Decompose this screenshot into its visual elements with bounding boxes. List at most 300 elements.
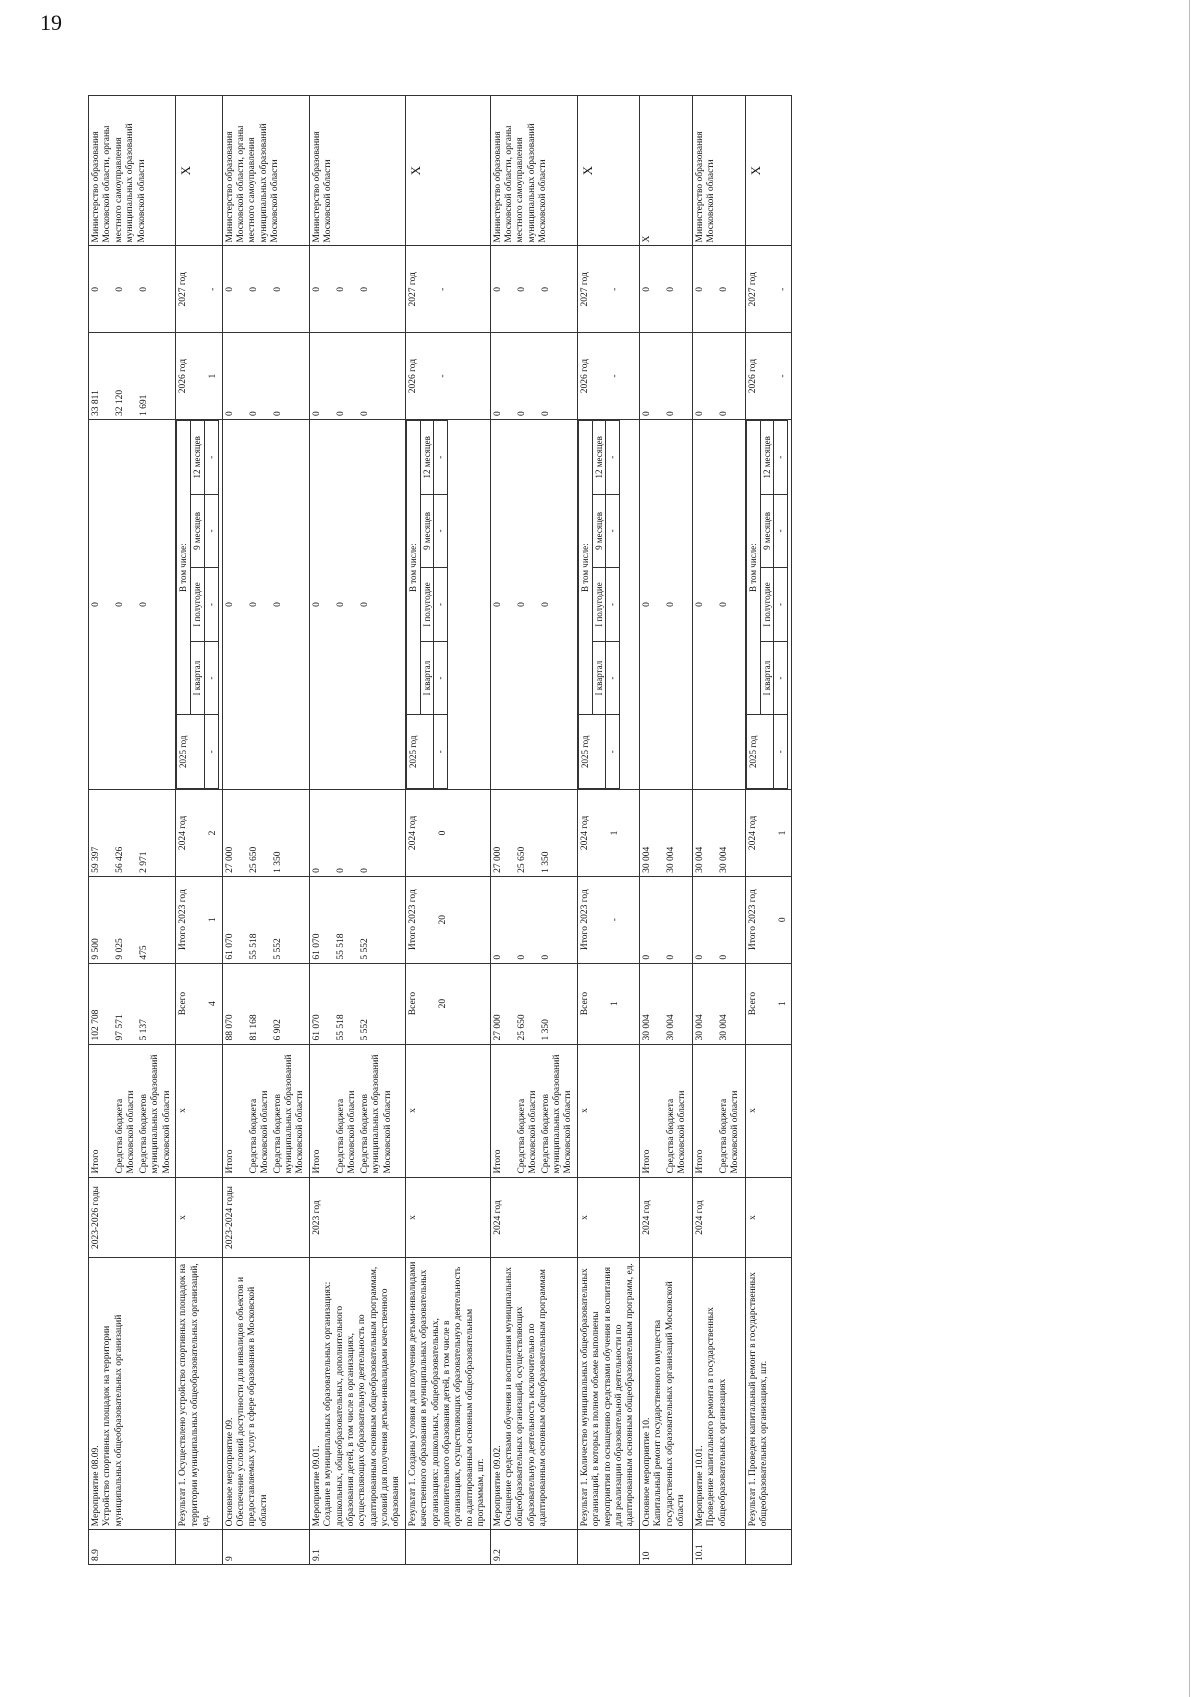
y2024-indicator-value: 0: [437, 830, 448, 836]
measure-name: Мероприятие 08.09. Устройство спортивных площадок на территории муниципальных общеобразовательных организаций: [89, 1258, 176, 1530]
y2024-indicator-header: 2024 год: [579, 815, 590, 851]
y2024-indicator-value: 2: [208, 830, 219, 836]
y2023-cell: [639, 876, 692, 963]
total-cell: [639, 963, 692, 1044]
y2023-cell-line: 9 025: [115, 938, 125, 960]
quarter-label: 12 месяцев: [592, 420, 606, 494]
y2024-cell-line: 0: [359, 868, 370, 873]
y2024-cell-line: 30 004: [665, 846, 676, 873]
y2026-cell: [692, 333, 745, 420]
y2026-cell-line: 1 691: [139, 394, 149, 416]
measure-name: Основное мероприятие 10. Капитальный ремонт государственного имущества государственных образовательных организаций Московской области: [639, 1258, 692, 1530]
y2027-indicator: [745, 246, 791, 333]
result-name: Результат 1. Проведен капитальный ремонт в государственных общеобразовательных организациях, шт.: [745, 1258, 791, 1530]
y2024-indicator-header: 2024 год: [407, 815, 418, 851]
quarter-label: 12 месяцев: [760, 420, 774, 494]
quarter-label: 12 месяцев: [420, 420, 434, 494]
y2025-cell-line: 0: [335, 602, 346, 607]
funding-source-line: Средства бюджетов муниципальных образований Московской области: [540, 1054, 574, 1174]
y2024-indicator: [176, 790, 222, 877]
funding-source-line: Итого: [224, 1149, 235, 1174]
y2027-cell: [490, 246, 577, 333]
incl-header: В том числе:: [578, 420, 592, 715]
total-indicator-value: 4: [208, 1001, 219, 1006]
y2024-cell: [692, 790, 745, 877]
y2026-cell-line: 0: [718, 411, 729, 416]
row-number: 9.1: [309, 1530, 405, 1565]
measure-name: Мероприятие 09.01. Создание в муниципальных образовательных организациях: дошкольных, общеобразовательных, дополнительного образования детей, в том числе в организациях, осуществляющих образовательную деятельность по адаптированным основным общеобразовательным программам, условий для получения детьми-инвалидами качественного образования: [309, 1258, 405, 1530]
quarter-value: -: [606, 715, 620, 789]
executor: Министерство образования Московской области: [692, 96, 745, 246]
quarter-value: -: [774, 641, 788, 715]
period: 2024 год: [639, 1177, 692, 1258]
funding-source: [639, 1044, 692, 1177]
y2023-cell-line: 475: [139, 945, 149, 960]
y2024-cell-line: 30 004: [694, 846, 705, 873]
quarter-value: -: [774, 715, 788, 789]
row-number-empty: [745, 1530, 791, 1565]
y2026-cell-line: 32 120: [115, 389, 125, 416]
total-cell-line: 25 650: [516, 1014, 527, 1041]
y2024-indicator-header: 2024 год: [178, 815, 189, 851]
y2026-indicator: [745, 333, 791, 420]
row-number: 9: [222, 1530, 309, 1565]
funding-source-line: Итого: [694, 1149, 705, 1174]
y2023-indicator-value: 1: [208, 917, 219, 923]
funding-source-line: Средства бюджетов муниципальных образований Московской области: [139, 1054, 172, 1174]
total-cell: [309, 963, 405, 1044]
y2024-indicator-header: 2024 год: [747, 815, 758, 851]
y2023-cell-line: 0: [492, 954, 503, 960]
funding-source: х: [745, 1044, 791, 1177]
y2023-cell-line: 0: [540, 954, 551, 960]
y2023-cell-line: 61 070: [311, 933, 322, 960]
quarter-value: -: [434, 568, 448, 642]
y2027-cell-line: 0: [492, 286, 503, 292]
y2026-cell: [490, 333, 577, 420]
period: 2023-2024 годы: [222, 1177, 309, 1258]
executor: Х: [639, 96, 692, 246]
y2023-cell-line: 55 518: [335, 933, 346, 960]
y2023-cell-line: 5 552: [272, 938, 283, 960]
quarter-value: -: [204, 641, 218, 715]
funding-source-line: Средства бюджетов муниципальных образований Московской области: [359, 1054, 393, 1174]
y2025-cell-line: 0: [91, 602, 101, 607]
quarter-values-row: [204, 420, 218, 788]
row-number: 10.1: [692, 1530, 745, 1565]
total-cell-line: 97 571: [115, 1014, 125, 1041]
funding-source: [490, 1044, 577, 1177]
row-number-empty: [176, 1530, 222, 1565]
y2025-cell: [639, 419, 692, 789]
quarter-label: I полугодие: [592, 568, 606, 642]
y2025-cell-line: 0: [665, 602, 676, 607]
y2026-cell-line: 0: [224, 411, 235, 416]
y2023-cell: [692, 876, 745, 963]
quarter-label: 9 месяцев: [420, 494, 434, 568]
y2024-indicator-value: 1: [777, 830, 788, 836]
quarter-value: -: [204, 494, 218, 568]
y2027-indicator-header: 2027 год: [407, 272, 418, 307]
result-row: [405, 96, 490, 1565]
y2025-breakdown: [745, 419, 791, 789]
total-cell-line: 1 350: [540, 1019, 551, 1041]
period: х: [745, 1177, 791, 1258]
y2026-cell-line: 0: [359, 411, 370, 416]
quarter-value: -: [434, 641, 448, 715]
y2025-cell-line: 0: [359, 602, 370, 607]
total-indicator-header: Всего: [407, 991, 418, 1016]
y2026-indicator-value: -: [437, 374, 448, 378]
quarter-value: -: [606, 420, 620, 494]
result-name: Результат 1. Созданы условия для получения детьми-инвалидами качественного образования в муниципальных образовательных организациях: дошкольных, общеобразовательных, дополнительного образования детей, в том числе в организациях, осуществляющих образовательную деятельность по адаптированным основным общеобразовательным программам, шт.: [405, 1258, 490, 1530]
y2023-indicator-header: Итого 2023 год: [178, 889, 189, 951]
funding-source-line: Средства бюджета Московской области: [718, 1090, 741, 1174]
y2023-indicator: [577, 876, 639, 963]
period: 2023-2026 годы: [89, 1177, 176, 1258]
result-row: [745, 96, 791, 1565]
funding-source-line: Средства бюджетов муниципальных образований Московской области: [272, 1054, 306, 1174]
total-indicator: [176, 963, 222, 1044]
quarter-label: I полугодие: [190, 568, 204, 642]
y2025-cell-line: 0: [540, 602, 551, 607]
y2024-cell: [89, 790, 176, 877]
executor: Х: [176, 96, 222, 246]
y2026-cell-line: 0: [540, 411, 551, 416]
y2024-cell-line: 30 004: [641, 846, 652, 873]
y2027-indicator: [176, 246, 222, 333]
y2024-indicator: [577, 790, 639, 877]
y2025-cell-line: 0: [248, 602, 259, 607]
y2025-breakdown: [577, 419, 639, 789]
total-cell-line: 5 552: [359, 1019, 370, 1041]
row-number-empty: [577, 1530, 639, 1565]
funding-source-line: Средства бюджета Московской области: [516, 1090, 538, 1174]
funding-source-line: Средства бюджета Московской области: [665, 1090, 688, 1174]
measure-row: [639, 96, 692, 1565]
quarter-subtable: [578, 420, 620, 789]
result-name: Результат 1. Количество муниципальных общеобразовательных организаций, в которых в полном объеме выполнены мероприятия по оснащению средствами обучения и воспитания для реализации образовательной деятельности по адаптированным основным общеобразовательным программ, ед.: [577, 1258, 639, 1530]
quarter-value: -: [606, 641, 620, 715]
result-name: Результат 1. Осуществлено устройство спортивных площадок на территории муниципальных общеобразовательных организаций, ед.: [176, 1258, 222, 1530]
total-cell: [692, 963, 745, 1044]
y2027-cell: [309, 246, 405, 333]
funding-source: х: [176, 1044, 222, 1177]
quarter-subtable: [176, 420, 218, 789]
y2025-header: 2025 год: [406, 715, 434, 789]
quarter-value: -: [434, 715, 448, 789]
y2024-cell-line: 25 650: [248, 846, 259, 873]
funding-source-line: Итого: [492, 1149, 503, 1174]
quarter-label: I квартал: [760, 641, 774, 715]
quarter-header-row: [578, 420, 592, 788]
y2026-cell: [222, 333, 309, 420]
y2025-cell-line: 0: [718, 602, 729, 607]
total-cell-line: 55 518: [335, 1014, 346, 1041]
y2027-cell: [692, 246, 745, 333]
quarter-value: -: [434, 420, 448, 494]
y2025-header: 2025 год: [578, 715, 606, 789]
period: 2024 год: [692, 1177, 745, 1258]
y2026-indicator: [405, 333, 490, 420]
y2026-indicator-header: 2026 год: [579, 358, 590, 394]
quarter-header-row: [406, 420, 420, 788]
y2027-indicator-value: -: [777, 287, 788, 291]
y2026-cell-line: 0: [272, 411, 283, 416]
y2027-indicator-value: -: [609, 287, 620, 291]
measure-row: [89, 96, 176, 1565]
total-indicator-value: 1: [609, 1001, 620, 1006]
y2026-cell-line: 0: [641, 411, 652, 416]
y2027-indicator-header: 2027 год: [178, 272, 189, 307]
quarter-label: I квартал: [420, 641, 434, 715]
y2023-cell-line: 55 518: [248, 933, 259, 960]
y2026-indicator-header: 2026 год: [407, 358, 418, 394]
measures-table: [88, 95, 792, 1565]
quarter-header-row: [746, 420, 760, 788]
executor: Министерство образования Московской области, органы местного самоуправления муниципальных образований Московской области: [490, 96, 577, 246]
y2026-indicator-value: -: [609, 374, 620, 378]
row-number-empty: [405, 1530, 490, 1565]
y2023-cell-line: 0: [694, 954, 705, 960]
y2027-cell-line: 0: [359, 286, 370, 292]
y2024-cell: [222, 790, 309, 877]
measure-name: Мероприятие 10.01. Проведение капитального ремонта в государственных общеобразовательных организациях: [692, 1258, 745, 1530]
y2023-cell-line: 0: [665, 954, 676, 960]
y2025-cell-line: 0: [139, 602, 149, 607]
total-cell-line: 5 137: [139, 1019, 149, 1041]
total-indicator-value: 20: [437, 998, 448, 1009]
funding-source: х: [405, 1044, 490, 1177]
total-cell-line: 88 070: [224, 1014, 235, 1041]
measure-name: Мероприятие 09.02. Оснащение средствами обучения и воспитания муниципальных общеобразовательных организаций, осуществляющих образовательную деятельность исключительно по адаптированным основным общеобразовательным программам: [490, 1258, 577, 1530]
executor: Министерство образования Московской области, органы местного самоуправления муниципальных образований Московской области: [222, 96, 309, 246]
total-indicator: [405, 963, 490, 1044]
measure-row: [692, 96, 745, 1565]
funding-source-line: Средства бюджета Московской области: [335, 1090, 358, 1174]
measure-row: [222, 96, 309, 1565]
y2023-cell: [89, 876, 176, 963]
y2026-indicator: [577, 333, 639, 420]
y2026-cell-line: 33 811: [91, 390, 101, 416]
total-cell: [89, 963, 176, 1044]
y2023-indicator-value: 0: [777, 917, 788, 923]
y2027-cell-line: 0: [516, 286, 527, 292]
incl-header: В том числе:: [406, 420, 420, 715]
funding-source: [222, 1044, 309, 1177]
y2024-cell-line: 1 350: [272, 851, 283, 873]
y2025-breakdown: [176, 419, 222, 789]
y2023-indicator-value: 20: [437, 914, 448, 925]
quarter-value: -: [204, 420, 218, 494]
period: х: [176, 1177, 222, 1258]
y2024-cell-line: 27 000: [224, 846, 235, 873]
y2027-cell: [222, 246, 309, 333]
executor: Х: [745, 96, 791, 246]
quarter-value: -: [774, 420, 788, 494]
y2023-indicator: [745, 876, 791, 963]
total-indicator-header: Всего: [579, 991, 590, 1016]
quarter-value: -: [434, 494, 448, 568]
y2027-indicator-header: 2027 год: [579, 272, 590, 307]
y2027-cell-line: 0: [91, 286, 101, 292]
y2026-indicator: [176, 333, 222, 420]
y2023-indicator-header: Итого 2023 год: [579, 889, 590, 951]
total-indicator-header: Всего: [178, 991, 189, 1016]
y2027-cell-line: 0: [335, 286, 346, 292]
y2026-cell-line: 0: [516, 411, 527, 416]
quarter-values-row: [606, 420, 620, 788]
y2027-indicator-value: -: [208, 287, 219, 291]
y2027-cell-line: 0: [540, 286, 551, 292]
total-indicator: [745, 963, 791, 1044]
y2026-indicator-header: 2026 год: [178, 358, 189, 394]
funding-source-line: Итого: [641, 1149, 652, 1174]
y2027-cell: [639, 246, 692, 333]
y2023-cell-line: 5 552: [359, 938, 370, 960]
y2027-cell-line: 0: [248, 286, 259, 292]
y2023-cell-line: 61 070: [224, 933, 235, 960]
y2023-indicator: [176, 876, 222, 963]
total-cell-line: 61 070: [311, 1014, 322, 1041]
total-indicator-value: 1: [777, 1001, 788, 1006]
y2025-cell-line: 0: [115, 602, 125, 607]
y2024-cell: [309, 790, 405, 877]
y2027-cell-line: 0: [665, 286, 676, 292]
total-cell-line: 30 004: [694, 1014, 705, 1041]
quarter-values-row: [774, 420, 788, 788]
rotated-table-container: [88, 95, 1198, 1565]
y2024-cell-line: 2 971: [139, 851, 149, 873]
y2023-cell-line: 0: [718, 954, 729, 960]
quarter-value: -: [204, 715, 218, 789]
y2025-header: 2025 год: [746, 715, 774, 789]
quarter-value: -: [204, 568, 218, 642]
y2025-cell-line: 0: [641, 602, 652, 607]
quarter-header-row: [177, 420, 191, 788]
y2024-cell-line: 59 397: [91, 846, 101, 873]
funding-source-line: Итого: [311, 1149, 322, 1174]
funding-source-line: Средства бюджета Московской области: [248, 1090, 270, 1174]
y2026-cell: [309, 333, 405, 420]
row-number: 10: [639, 1530, 692, 1565]
quarter-subtable: [406, 420, 448, 789]
quarter-value: -: [606, 568, 620, 642]
y2026-cell-line: 0: [248, 411, 259, 416]
measure-name: Основное мероприятие 09. Обеспечение условий доступности для инвалидов объектов и предоставляемых услуг в сфере образования в Московской области: [222, 1258, 309, 1530]
executor: Министерство образования Московской области: [309, 96, 405, 246]
funding-source-line: Средства бюджета Московской области: [115, 1090, 137, 1174]
incl-header: В том числе:: [746, 420, 760, 715]
y2023-cell-line: 0: [516, 954, 527, 960]
quarter-label: I полугодие: [420, 568, 434, 642]
y2025-cell-line: 0: [311, 602, 322, 607]
quarter-label: 9 месяцев: [190, 494, 204, 568]
total-indicator: [577, 963, 639, 1044]
total-indicator-header: Всего: [747, 991, 758, 1016]
total-cell: [222, 963, 309, 1044]
y2024-indicator: [745, 790, 791, 877]
y2025-cell: [309, 419, 405, 789]
y2024-cell-line: 30 004: [718, 846, 729, 873]
quarter-value: -: [606, 494, 620, 568]
row-number: 9.2: [490, 1530, 577, 1565]
y2023-cell: [222, 876, 309, 963]
executor: Х: [577, 96, 639, 246]
y2027-cell-line: 0: [718, 286, 729, 292]
y2023-cell: [490, 876, 577, 963]
y2026-indicator-header: 2026 год: [747, 358, 758, 394]
y2026-cell-line: 0: [311, 411, 322, 416]
y2027-cell: [89, 246, 176, 333]
y2027-cell-line: 0: [311, 286, 322, 292]
y2025-cell-line: 0: [694, 602, 705, 607]
y2023-indicator-header: Итого 2023 год: [407, 889, 418, 951]
executor: Х: [405, 96, 490, 246]
total-cell-line: 30 004: [641, 1014, 652, 1041]
quarter-label: I квартал: [592, 641, 606, 715]
y2023-cell-line: 0: [641, 954, 652, 960]
y2025-header: 2025 год: [177, 715, 205, 789]
page-number: 19: [40, 10, 62, 35]
y2026-cell-line: 0: [665, 411, 676, 416]
y2023-cell-line: 9 500: [91, 938, 101, 960]
quarter-values-row: [434, 420, 448, 788]
y2025-cell-line: 0: [516, 602, 527, 607]
y2023-indicator: [405, 876, 490, 963]
y2027-cell-line: 0: [694, 286, 705, 292]
quarter-subtable: [746, 420, 788, 789]
y2027-cell-line: 0: [224, 286, 235, 292]
incl-header: В том числе:: [177, 420, 191, 715]
y2027-indicator: [405, 246, 490, 333]
y2024-cell-line: 1 350: [540, 851, 551, 873]
quarter-label: I полугодие: [760, 568, 774, 642]
executor: Министерство образования Московской области, органы местного самоуправления муниципальных образований Московской области: [89, 96, 176, 246]
y2025-cell-line: 0: [492, 602, 503, 607]
funding-source: [692, 1044, 745, 1177]
y2023-cell: [309, 876, 405, 963]
y2025-cell: [692, 419, 745, 789]
period: 2023 год: [309, 1177, 405, 1258]
total-cell-line: 30 004: [665, 1014, 676, 1041]
total-cell-line: 81 168: [248, 1014, 259, 1041]
row-number: 8.9: [89, 1530, 176, 1565]
quarter-value: -: [774, 568, 788, 642]
y2027-cell-line: 0: [272, 286, 283, 292]
quarter-value: -: [774, 494, 788, 568]
y2024-cell-line: 0: [335, 868, 346, 873]
y2026-cell-line: 0: [694, 411, 705, 416]
y2024-cell: [639, 790, 692, 877]
period: 2024 год: [490, 1177, 577, 1258]
quarter-label: 12 месяцев: [190, 420, 204, 494]
y2025-breakdown: [405, 419, 490, 789]
table-body: [89, 96, 792, 1565]
y2023-indicator-value: -: [609, 918, 620, 922]
y2026-indicator-value: 1: [208, 373, 219, 379]
y2025-cell: [490, 419, 577, 789]
y2025-cell: [222, 419, 309, 789]
y2026-cell-line: 0: [335, 411, 346, 416]
total-cell-line: 6 902: [272, 1019, 283, 1041]
quarter-label: 9 месяцев: [760, 494, 774, 568]
total-cell-line: 30 004: [718, 1014, 729, 1041]
y2027-cell-line: 0: [139, 286, 149, 292]
y2027-cell-line: 0: [115, 286, 125, 292]
y2024-indicator-value: 1: [609, 830, 620, 836]
total-cell: [490, 963, 577, 1044]
